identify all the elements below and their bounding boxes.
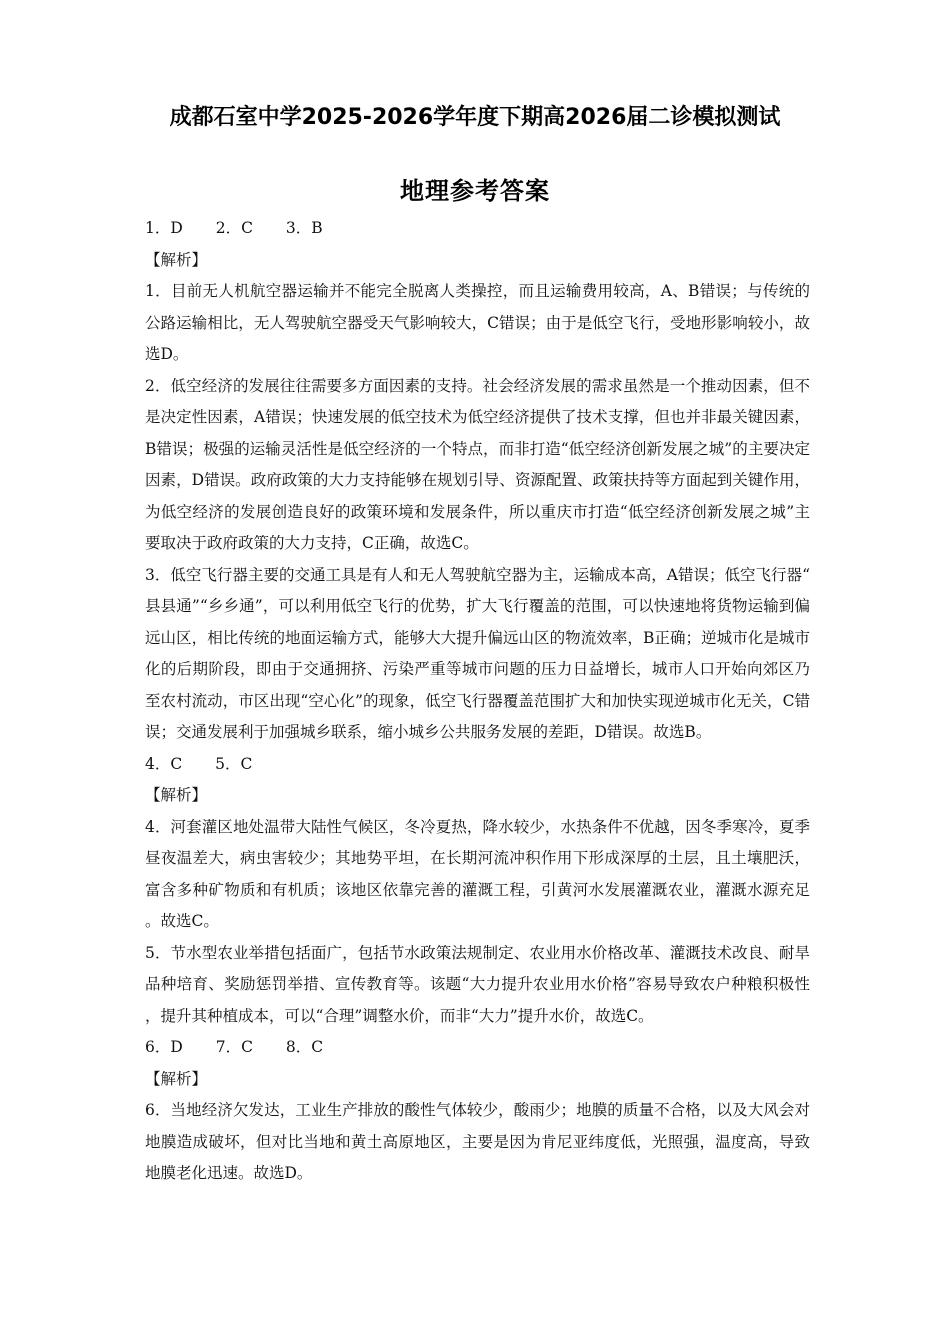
- answer-item: 2．C: [215, 219, 253, 237]
- answer-item: 1．D: [145, 219, 183, 237]
- answer-item: 3．B: [285, 219, 323, 237]
- explanation-paragraph: 3．低空飞行器主要的交通工具是有人和无人驾驶航空器为主，运输成本高，A错误；低空飞行器“县县通”“乡乡通”，可以利用低空飞行的优势，扩大飞行覆盖的范围，可以快速地将货物运输到偏远山区，相比传统的地面运输方式，能够大大提升偏远山区的物流效率，B正确；逆城市化是城市化的后期阶段，即由于交通拥挤、污染严重等城市问题的压力日益增长，城市人口开始向郊区乃至农村流动，市区出现“空心化”的现象，低空飞行器覆盖范围扩大和加快实现逆城市化无关，C错误；交通发展利于加强城乡联系，缩小城乡公共服务发展的差距，D错误。故选B。: [145, 565, 810, 741]
- answer-item: 5．C: [215, 754, 253, 773]
- analysis-label: 【解析】: [145, 786, 208, 804]
- answer-key-line: [145, 213, 810, 245]
- answer-key-line: [145, 1032, 810, 1064]
- explanation-paragraph: 4．河套灌区地处温带大陆性气候区，冬冷夏热，降水较少，水热条件不优越，因冬季寒冷，夏季昼夜温差大，病虫害较少；其地势平坦，在长期河流冲积作用下形成深厚的土层，且土壤肥沃，富含多种矿物质和有机质；该地区依靠完善的灌溉工程，引黄河水发展灌溉农业，灌溉水源充足。故选C。: [145, 817, 810, 930]
- answer-item: 8．C: [285, 1038, 324, 1056]
- answer-content: [145, 213, 810, 1190]
- explanation-paragraph: 6．当地经济欠发达，工业生产排放的酸性气体较少，酸雨少；地膜的质量不合格，以及大风会对地膜造成破坏，但对比当地和黄土高原地区，主要是因为肯尼亚纬度低，光照强，温度高，导致地膜老化迅速。故选D。: [145, 1101, 810, 1182]
- answer-key-line: [145, 749, 810, 781]
- explanation-paragraph: 2．低空经济的发展往往需要多方面因素的支持。社会经济发展的需求虽然是一个推动因素，但不是决定性因素，A错误；快速发展的低空技术为低空经济提供了技术支撑，但也并非最关键因素，B错误；极强的运输灵活性是低空经济的一个特点，而非打造“低空经济创新发展之城”的主要决定因素，D错误。政府政策的大力支持能够在规划引导、资源配置、政策扶持等方面起到关键作用，为低空经济的发展创造良好的政策环境和发展条件，所以重庆市打造“低空经济创新发展之城”主要取决于政府政策的大力支持，C正确，故选C。: [145, 376, 810, 552]
- explanation-paragraph: 5．节水型农业举措包括面广，包括节水政策法规制定、农业用水价格改革、灌溉技术改良、耐旱品种培育、奖励惩罚举措、宣传教育等。该题“大力提升农业用水价格”容易导致农户种粮积极性，提升其种植成本，可以“合理”调整水价，而非“大力”提升水价，故选C。: [145, 943, 810, 1025]
- analysis-label: 【解析】: [145, 1069, 208, 1088]
- explanation-paragraph: 1．目前无人机航空器运输并不能完全脱离人类操控，而且运输费用较高，A、B错误；与传统的公路运输相比，无人驾驶航空器受天气影响较大，C错误；由于是低空飞行，受地形影响较小，故选D。: [145, 282, 810, 363]
- answer-item: 7．C: [215, 1038, 253, 1056]
- school-exam-title: 成都石室中学2025-2026学年度下期高2026届二诊模拟测试: [169, 105, 781, 130]
- answer-item: 4．C: [145, 754, 183, 773]
- subject-answer-title: 地理参考答案: [400, 177, 550, 205]
- analysis-label: 【解析】: [145, 250, 208, 269]
- answer-item: 6．D: [145, 1038, 183, 1056]
